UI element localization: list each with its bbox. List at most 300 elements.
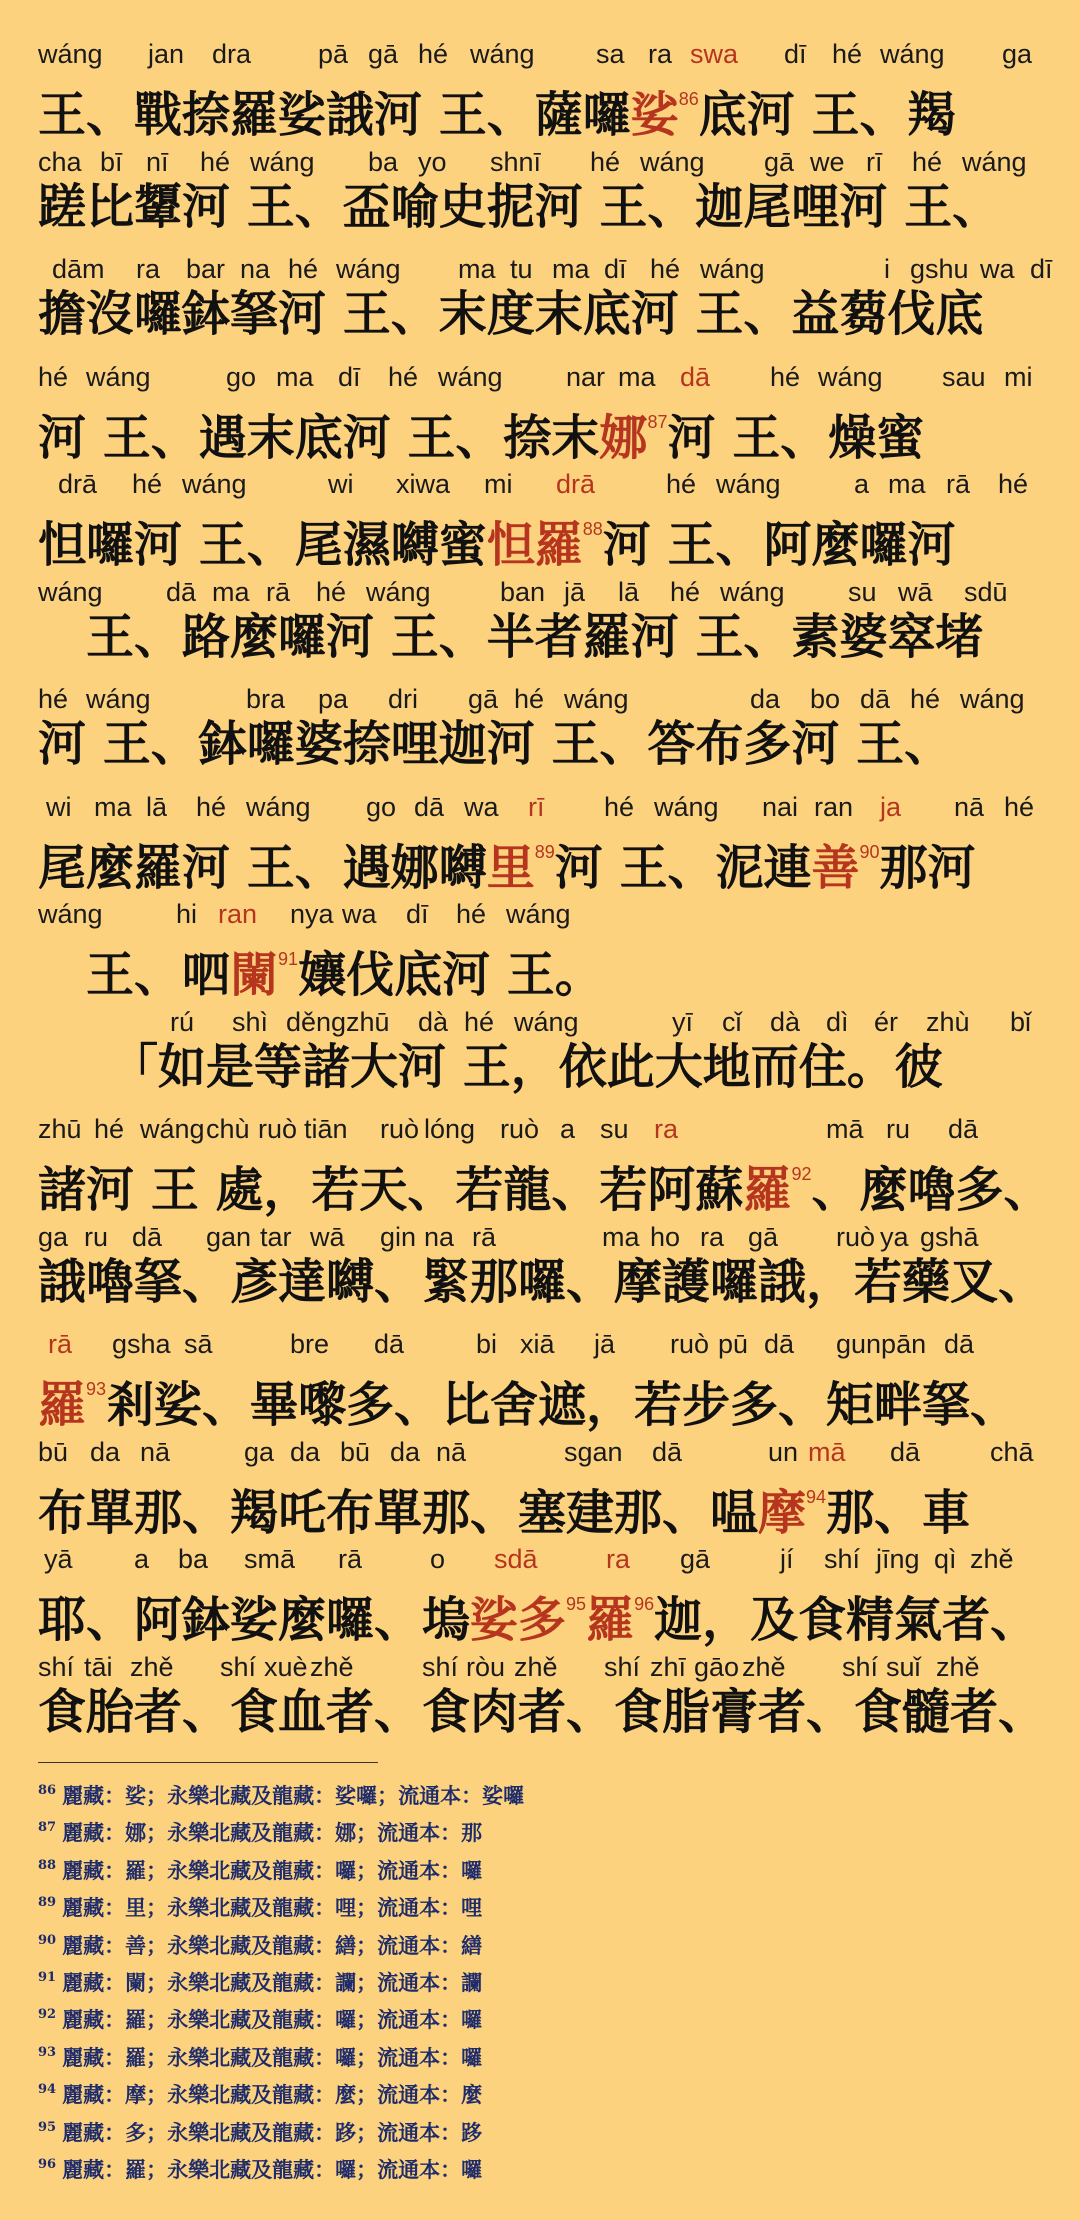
pinyin-syllable: dā [948,1114,979,1144]
text-segment: 布單那、羯吒布單那、塞建那、嗢 [38,1484,759,1541]
pinyin-syllable: ròu [466,1651,506,1682]
chinese-text [0,1036,1080,1098]
pinyin-syllable: smā [244,1544,296,1574]
pinyin-syllable: sa [596,39,625,69]
pinyin-syllable: ma [602,1221,640,1252]
text-segment: 誐嚕拏、彥達嚩、緊那囉、摩護囉誐，若藥叉、 [38,1253,1047,1310]
chinese-text [0,1358,1080,1436]
pinyin-syllable: pa [318,684,349,714]
pinyin-syllable: wáng [38,899,103,929]
pinyin-syllable: dì [826,1006,849,1037]
pinyin-syllable: dā [652,1436,683,1467]
pinyin-syllable: rā [266,576,291,607]
pinyin-syllable: da [750,684,781,714]
pinyin-syllable: gā [368,39,399,69]
footnote-text: 麗藏：摩；永樂北藏及龍藏：麼；流通本：麼 [62,2082,483,2108]
pinyin-syllable: tar [260,1221,292,1252]
chinese-text [0,1681,1080,1743]
text-segment: 擔沒囉鉢拏河 王、末度末底河 王、益蒭伐底 [38,286,984,342]
pinyin-syllable: wáng [962,146,1027,177]
pinyin-syllable: dā [764,1329,795,1359]
pinyin-syllable: shí [842,1651,879,1682]
footnote-marker: 96 [634,1594,655,1614]
pinyin-syllable: ru [886,1114,911,1144]
pinyin-syllable: hé [200,146,231,177]
pinyin-syllable: dī [1030,254,1053,284]
pinyin-syllable: shí [604,1651,641,1682]
pinyin-syllable: wáng [880,39,945,69]
pinyin-syllable: wáng [506,899,571,929]
chinese-text [0,283,1080,345]
pinyin-syllable: hé [604,791,635,822]
pinyin-syllable: nar [566,361,606,392]
footnote [38,1849,482,1883]
footnote-text: 麗藏：善；永樂北藏及龍藏：繕；流通本：繕 [62,1932,483,1958]
pinyin-syllable: dī [406,899,429,929]
chinese-text [0,1251,1080,1313]
pinyin-syllable: wa [980,254,1015,284]
pinyin-syllable: gunpān [836,1329,927,1359]
footnote-text: 麗藏：多；永樂北藏及龍藏：跢；流通本：跢 [62,2119,483,2145]
variant-character: 娜 [599,409,648,466]
pinyin-syllable: hé [912,146,943,177]
footnote [38,1774,524,1808]
variant-character: 羅 [586,1592,635,1648]
chinese-text [0,1466,1080,1544]
text-line [0,576,1080,672]
footnote-number: 87 [38,1820,57,1836]
pinyin-syllable: tu [510,254,533,284]
pinyin-syllable: rī [528,791,545,822]
pinyin-syllable: hé [590,146,621,177]
footnote-text: 麗藏：闌；永樂北藏及龍藏：讕；流通本：讕 [62,1970,483,1995]
pinyin-syllable: ran [218,899,258,929]
pinyin-syllable: wáng [700,254,765,284]
pinyin-syllable: hé [94,1114,125,1144]
footnote-number: 92 [38,2007,57,2023]
text-segment: 河 王、泥連 [554,839,812,896]
pinyin-syllable: hé [38,684,69,714]
pinyin-syllable: wáng [716,469,781,499]
pinyin-syllable: wáng [654,791,719,822]
pinyin-syllable: dī [338,361,361,392]
pinyin-syllable: wáng [336,254,401,284]
pinyin-syllable: na [424,1221,455,1252]
chinese-text [0,821,1080,899]
pinyin-syllable: dà [770,1006,801,1037]
pinyin-syllable: hé [38,361,69,392]
pinyin-syllable: mi [484,469,513,499]
footnote-marker: 92 [791,1164,812,1184]
pinyin-syllable: da [90,1436,121,1467]
variant-character: 羅 [743,1162,792,1218]
pinyin-syllable: dā [944,1329,975,1359]
pinyin-syllable: zhū [38,1114,82,1144]
pinyin-syllable: yā [44,1544,73,1574]
pinyin-syllable: zhū [346,1006,390,1037]
pinyin-syllable: ma [94,791,132,822]
footnote [38,2036,482,2070]
footnote-text: 麗藏：羅；永樂北藏及龍藏：囉；流通本：囉 [62,2044,483,2070]
text-segment: 食胎者、食血者、食肉者、食脂膏者、食髓者、 [38,1683,1047,1740]
pinyin-syllable: gshu [910,254,969,284]
pinyin-syllable: wa [342,899,377,929]
footnote-marker: 91 [278,949,299,969]
footnote-text: 麗藏：里；永樂北藏及龍藏：哩；流通本：哩 [62,1895,483,1921]
pinyin-syllable: wi [46,791,72,822]
pinyin-syllable: nī [146,146,169,177]
pinyin-syllable: cha [38,146,82,177]
pinyin-syllable: gā [764,146,795,177]
pinyin-syllable: nai [762,791,799,822]
pinyin-syllable: bǐ [1010,1006,1032,1037]
footnote-number: 94 [38,2082,57,2098]
footnote-number: 86 [38,1783,57,1798]
pinyin-syllable: wáng [86,684,151,714]
text-segment: 王、戰捺羅娑誐河 王、薩囉 [38,87,631,143]
text-segment: 河 王、鉢囉婆捺哩迦河 王、答布多河 王、 [38,716,953,772]
pinyin-syllable: dā [166,576,197,607]
footnote [38,1961,482,1995]
pinyin-syllable: wáng [960,684,1025,714]
pinyin-syllable: ru [84,1221,109,1252]
pinyin-syllable: o [430,1544,446,1574]
text-segment: 怛囉河 王、尾濕嚩蜜 [38,517,487,573]
pinyin-syllable: gan [206,1221,252,1252]
pinyin-syllable: ga [38,1221,69,1252]
text-segment: 、麼嚕多、 [811,1162,1052,1218]
pinyin-syllable: gin [380,1221,417,1252]
pinyin-syllable: swa [690,39,739,69]
pinyin-syllable: shnī [490,146,542,177]
chinese-text [0,606,1080,668]
text-segment: 孃伐底河 王。 [298,947,603,1003]
footnote-number: 95 [38,2119,57,2135]
pinyin-syllable: hé [418,39,449,69]
pinyin-syllable: ra [136,254,161,284]
variant-character: 里 [486,839,535,896]
footnote-marker: 86 [678,89,699,109]
pinyin-syllable: mi [1004,361,1033,392]
text-line [0,1006,1080,1102]
variant-character: 娑多 [470,1592,567,1648]
text-line [0,1651,1080,1747]
footnote [38,2111,482,2145]
pinyin-syllable: rī [866,146,883,177]
pinyin-syllable: shí [824,1544,861,1574]
variant-character: 摩 [758,1484,807,1541]
pinyin-syllable: hé [456,899,487,929]
pinyin-syllable: qì [934,1544,957,1574]
pinyin-syllable: nā [436,1436,467,1467]
pinyin-syllable: dā [680,361,711,392]
pinyin-syllable: lóng [424,1114,476,1144]
text-line [0,791,1080,896]
pinyin-syllable: ruò [836,1221,876,1252]
chinese-text [0,928,1080,1006]
pinyin-syllable: bo [810,684,841,714]
pinyin-syllable: wáng [246,791,311,822]
pinyin-syllable: gā [468,684,499,714]
pinyin-syllable: xiā [520,1329,555,1359]
pinyin-syllable: bre [290,1329,330,1359]
pinyin-syllable: wi [328,469,354,499]
footnote-number: 89 [38,1895,57,1911]
pinyin-syllable: i [884,254,890,284]
pinyin-syllable: dā [132,1221,163,1252]
pinyin-syllable: dra [212,39,252,69]
pinyin-syllable: a [560,1114,576,1144]
pinyin-syllable: dā [860,684,891,714]
pinyin-syllable: go [366,791,397,822]
pinyin-syllable: pā [318,39,349,69]
pinyin-syllable: zhě [936,1651,980,1682]
pinyin-syllable: drā [58,469,98,499]
pinyin-syllable: děng [286,1006,347,1037]
pinyin-syllable: bū [38,1436,69,1467]
pinyin-syllable: na [240,254,271,284]
pinyin-syllable: su [848,576,877,607]
variant-character: 怛羅 [486,517,583,573]
chinese-text [0,1143,1080,1221]
pinyin-syllable: zhù [926,1006,970,1037]
pinyin-syllable: cǐ [722,1006,742,1037]
footnote-number: 90 [38,1932,57,1948]
pinyin-syllable: yī [672,1006,694,1037]
chinese-text [0,713,1080,775]
pinyin-syllable: zhě [742,1651,786,1682]
pinyin-syllable: rā [338,1544,363,1574]
pinyin-syllable: sau [942,361,986,392]
footnote [38,1886,482,1920]
text-line [0,361,1080,466]
text-line [0,1436,1080,1541]
footnote-text: 麗藏：娜；永樂北藏及龍藏：娜；流通本：那 [62,1820,483,1846]
text-line [0,1221,1080,1317]
pinyin-syllable: ba [178,1544,209,1574]
pinyin-syllable: ga [244,1436,275,1467]
pinyin-syllable: hé [132,469,163,499]
pinyin-syllable: suǐ [886,1651,921,1682]
pinyin-syllable: da [290,1436,321,1467]
pinyin-syllable: mā [808,1436,846,1467]
text-line [0,146,1080,242]
pinyin-syllable: shí [38,1651,75,1682]
pinyin-syllable: zhě [130,1651,174,1682]
pinyin-syllable: dām [52,254,105,284]
pinyin-syllable: ruò [258,1114,298,1144]
pinyin-syllable: wáng [438,361,503,392]
text-segment: 尾麼羅河 王、遇娜嚩 [38,839,487,896]
text-segment: 迦，及食精氣者、 [654,1592,1039,1648]
pinyin-syllable: wáng [640,146,705,177]
pinyin-syllable: zhě [514,1651,558,1682]
text-segment: 河 王、燥蜜 [667,409,925,466]
pinyin-syllable: shì [232,1006,269,1037]
text-line [0,1328,1080,1433]
pinyin-syllable: dā [414,791,445,822]
footnote-number: 93 [38,2044,57,2060]
text-line [0,1113,1080,1218]
pinyin-syllable: ba [368,146,399,177]
pinyin-syllable: lā [618,576,640,607]
pinyin-syllable: jí [780,1544,794,1574]
pinyin-syllable: hé [666,469,697,499]
pinyin-syllable: gāo [694,1651,740,1682]
footnote-marker: 90 [859,841,880,862]
pinyin-syllable: wáng [38,576,103,607]
pinyin-syllable: jan [148,39,185,69]
pinyin-syllable: sgan [564,1436,623,1467]
text-segment: 河 王、阿麼囉河 [602,517,956,573]
pinyin-syllable: hé [196,791,227,822]
pinyin-syllable: lā [146,791,168,822]
pinyin-syllable: go [226,361,257,392]
text-segment: 河 王、遇末底河 王、捺末 [38,409,600,466]
text-segment: 王、路麼囉河 王、半者羅河 王、素婆窣堵 [38,608,984,665]
text-line [0,468,1080,573]
pinyin-syllable: nā [954,791,985,822]
pinyin-syllable: gā [680,1544,711,1574]
pinyin-syllable: un [768,1436,799,1467]
pinyin-syllable: sā [184,1329,213,1359]
pinyin-syllable: a [854,469,870,499]
pinyin-syllable: hé [464,1006,495,1037]
pinyin-syllable: ma [458,254,496,284]
pinyin-syllable: da [390,1436,421,1467]
footnote-marker: 89 [534,841,555,862]
text-segment: 「如是等諸大河 王，依此大地而住。彼 [38,1038,943,1095]
pinyin-syllable: wáng [38,39,103,69]
pinyin-syllable: hé [316,576,347,607]
pinyin-syllable: chù [206,1114,250,1144]
pinyin-syllable: hé [832,39,863,69]
text-line [0,1543,1080,1648]
pinyin-syllable: mā [826,1114,864,1144]
footnote-text: 麗藏：羅；永樂北藏及龍藏：囉；流通本：囉 [62,2007,483,2033]
variant-character: 闌 [230,947,279,1003]
pinyin-syllable: gshā [920,1221,979,1252]
pinyin-syllable: rú [170,1006,195,1037]
pinyin-syllable: ma [618,361,656,392]
pinyin-syllable: ruò [670,1329,710,1359]
footnote-divider [38,1762,378,1763]
chinese-text [0,391,1080,469]
pinyin-syllable: wa [464,791,499,822]
pinyin-syllable: hé [288,254,319,284]
variant-character: 羅 [38,1377,87,1433]
text-segment: 蹉比顰河 王、盃喻史抳河 王、迦尾哩河 王、 [38,178,1001,235]
pinyin-syllable: tāi [84,1651,113,1682]
pinyin-syllable: wáng [86,361,151,392]
chinese-text [0,1573,1080,1651]
pinyin-syllable: gsha [112,1329,171,1359]
footnote-marker: 87 [647,411,668,432]
footnote [38,1924,482,1958]
pinyin-syllable: rā [946,469,971,499]
pinyin-syllable: wáng [366,576,431,607]
pinyin-syllable: hé [770,361,801,392]
footnote [38,1998,482,2032]
text-segment: 王、呬 [38,947,231,1003]
text-line [0,898,1080,1003]
pinyin-syllable: zhě [310,1651,354,1682]
pinyin-syllable: dā [374,1329,405,1359]
text-segment: 剎娑、畢嚟多、比舍遮，若步多、矩畔拏、 [106,1377,1019,1433]
pinyin-syllable: rā [48,1329,73,1359]
pinyin-syllable: hé [670,576,701,607]
pinyin-syllable: ra [700,1221,725,1252]
footnote-text: 麗藏：羅；永樂北藏及龍藏：囉；流通本：囉 [62,2157,483,2182]
pinyin-syllable: pū [718,1329,749,1359]
pinyin-syllable: wáng [818,361,883,392]
pinyin-syllable: zhě [970,1544,1014,1574]
pinyin-syllable: hé [998,469,1029,499]
footnote-number: 91 [38,1970,57,1985]
text-segment: 諸河 王 處，若天、若龍、若阿蘇 [38,1162,744,1218]
pinyin-syllable: jā [594,1329,616,1359]
pinyin-syllable: wáng [470,39,535,69]
text-segment: 底河 王、羯 [698,87,956,143]
pinyin-syllable: bra [246,684,286,714]
variant-character: 娑 [630,87,679,143]
pinyin-syllable: wā [310,1221,345,1252]
pinyin-syllable: xuè [264,1651,308,1682]
pinyin-syllable: ban [500,576,546,607]
pinyin-syllable: ho [650,1221,681,1252]
pinyin-syllable: dī [784,39,807,69]
pinyin-syllable: dā [890,1436,921,1467]
pinyin-syllable: jā [564,576,586,607]
pinyin-syllable: wā [898,576,933,607]
pinyin-syllable: dri [388,684,419,714]
pinyin-syllable: ra [654,1114,679,1144]
pinyin-syllable: sdū [964,576,1008,607]
text-segment: 耶、阿鉢娑麼囉、塢 [38,1592,471,1648]
pinyin-syllable: bī [100,146,123,177]
footnote [38,2073,482,2107]
pinyin-syllable: chā [990,1436,1034,1467]
pinyin-syllable: bar [186,254,226,284]
pinyin-syllable: wáng [720,576,785,607]
text-line [0,253,1080,349]
footnote-number: 96 [38,2157,57,2172]
pinyin-syllable: rā [472,1221,497,1252]
pinyin-syllable: ya [880,1221,909,1252]
footnote [38,1811,482,1845]
pinyin-syllable: dī [604,254,627,284]
pinyin-syllable: wáng [514,1006,579,1037]
pinyin-syllable: nya [290,899,334,929]
footnote-marker: 93 [86,1379,107,1399]
pinyin-syllable: bū [340,1436,371,1467]
pinyin-syllable: ran [814,791,854,822]
pinyin-syllable: tiān [304,1114,348,1144]
pinyin-syllable: su [600,1114,629,1144]
pinyin-syllable: ma [552,254,590,284]
pinyin-syllable: ja [880,791,902,822]
text-line [0,38,1080,143]
pinyin-syllable: wáng [564,684,629,714]
pinyin-syllable: wáng [182,469,247,499]
pinyin-syllable: ga [1002,39,1033,69]
footnote-text: 麗藏：羅；永樂北藏及龍藏：囉；流通本：囉 [62,1857,483,1883]
pinyin-syllable: bi [476,1329,498,1359]
footnote-marker: 94 [806,1486,827,1507]
pinyin-syllable: hé [514,684,545,714]
pinyin-syllable: nā [140,1436,171,1467]
pinyin-syllable: wáng [250,146,315,177]
